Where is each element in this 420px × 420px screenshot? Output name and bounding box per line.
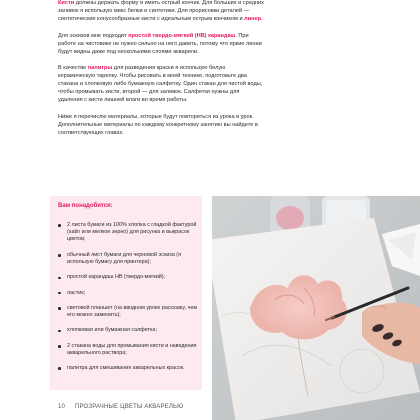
list-item-text: простой карандаш HB (твердо-мягкий);: [67, 274, 166, 281]
list-item: [58, 365, 198, 372]
paragraph-text: для разведения краски я использую белую керамическую тарелку. Чтобы рисовать в моей технике, подготовьте два стакана и хлопковую либо бумажную салфетку. Один стакан для чистой воды, чтобы промывать кисти, второй — для заливок. Салфетки нужны для удаления с кисти лишней влаги во время работы.: [58, 65, 263, 104]
bullet-icon: [58, 345, 61, 348]
paragraph-text: В качестве: [58, 65, 88, 72]
list-item: [58, 343, 198, 357]
bullet-icon: [58, 367, 61, 370]
paragraph-text: . При работе на чистовике не нужно сильно на него давить, потому что яркие линии будут видны даже под несколькими слоями акварели.: [58, 32, 262, 55]
list-item-text: световой планшет (на вводном уроке расскажу, чем его можно заменить);: [67, 304, 198, 318]
list-item-text: 2 стакана воды для промывания кисти и наведения акварельного раствора;: [67, 342, 197, 356]
bullet-icon: [58, 224, 61, 227]
list-item: [58, 290, 198, 297]
list-item-text: ластик;: [67, 289, 86, 296]
list-item-text: палитра для смешивания акварельных красок.: [67, 365, 185, 372]
paragraph-text: .: [261, 15, 263, 22]
bullet-icon: [58, 292, 61, 295]
materials-list: [58, 222, 198, 380]
book-title: ПРОЗРАЧНЫЕ ЦВЕТЫ АКВАРЕЛЬЮ: [74, 404, 184, 410]
bullet-icon: [58, 277, 61, 280]
intro-text-column: [58, 0, 264, 147]
list-item: [58, 274, 198, 281]
term-liner: линер: [244, 15, 262, 22]
list-item: [58, 327, 198, 334]
paragraph-pencil: [58, 33, 264, 57]
bullet-icon: [58, 307, 61, 310]
paragraph-palette: [58, 65, 264, 105]
bullet-icon: [58, 254, 61, 257]
list-item-text: 2 листа бумаги из 100% хлопка с гладкой фактурой (satin или мелкое зерно) для рисунка и выкрасок цветов;: [67, 222, 197, 243]
bullet-icon: [58, 330, 61, 333]
painting-photo-illustration: [212, 196, 420, 420]
page-number: 10: [58, 404, 66, 410]
term-pencil: простой твердо-мягкий (HB) карандаш: [128, 32, 236, 39]
term-brushes: Кисти: [58, 0, 75, 6]
painting-photo: [212, 196, 420, 420]
list-item: [58, 222, 198, 244]
page-footer: [58, 404, 183, 410]
list-item-text: обычный лист бумаги для черновой эскиза (я использую бумагу для принтера);: [67, 251, 182, 265]
paragraph-text: Для эскизов мне подходит: [58, 32, 129, 39]
list-item-text: хлопковая или бумажная салфетка;: [67, 327, 157, 334]
term-palette: палитры: [87, 65, 113, 72]
paragraph-text: должны держать форму и иметь острый кончик. Для больших и средних заливок я использую микс белки и синтетики. Для прорисовки деталей — синтетические конусообразные кисти с идеальным острым кончиком и: [58, 0, 264, 22]
paragraph-materials-note: Ниже я перечислю материалы, которые будут повторяться из урока в урок. Дополнительные материалы по каждому конкретному занятию вы найдете в соответствующих главах.: [58, 113, 258, 136]
list-item: [58, 305, 198, 319]
paragraph-brushes: [58, 0, 264, 24]
list-item: [58, 252, 198, 266]
materials-box: [50, 196, 202, 390]
materials-title: Вам понадобится:: [58, 203, 113, 209]
